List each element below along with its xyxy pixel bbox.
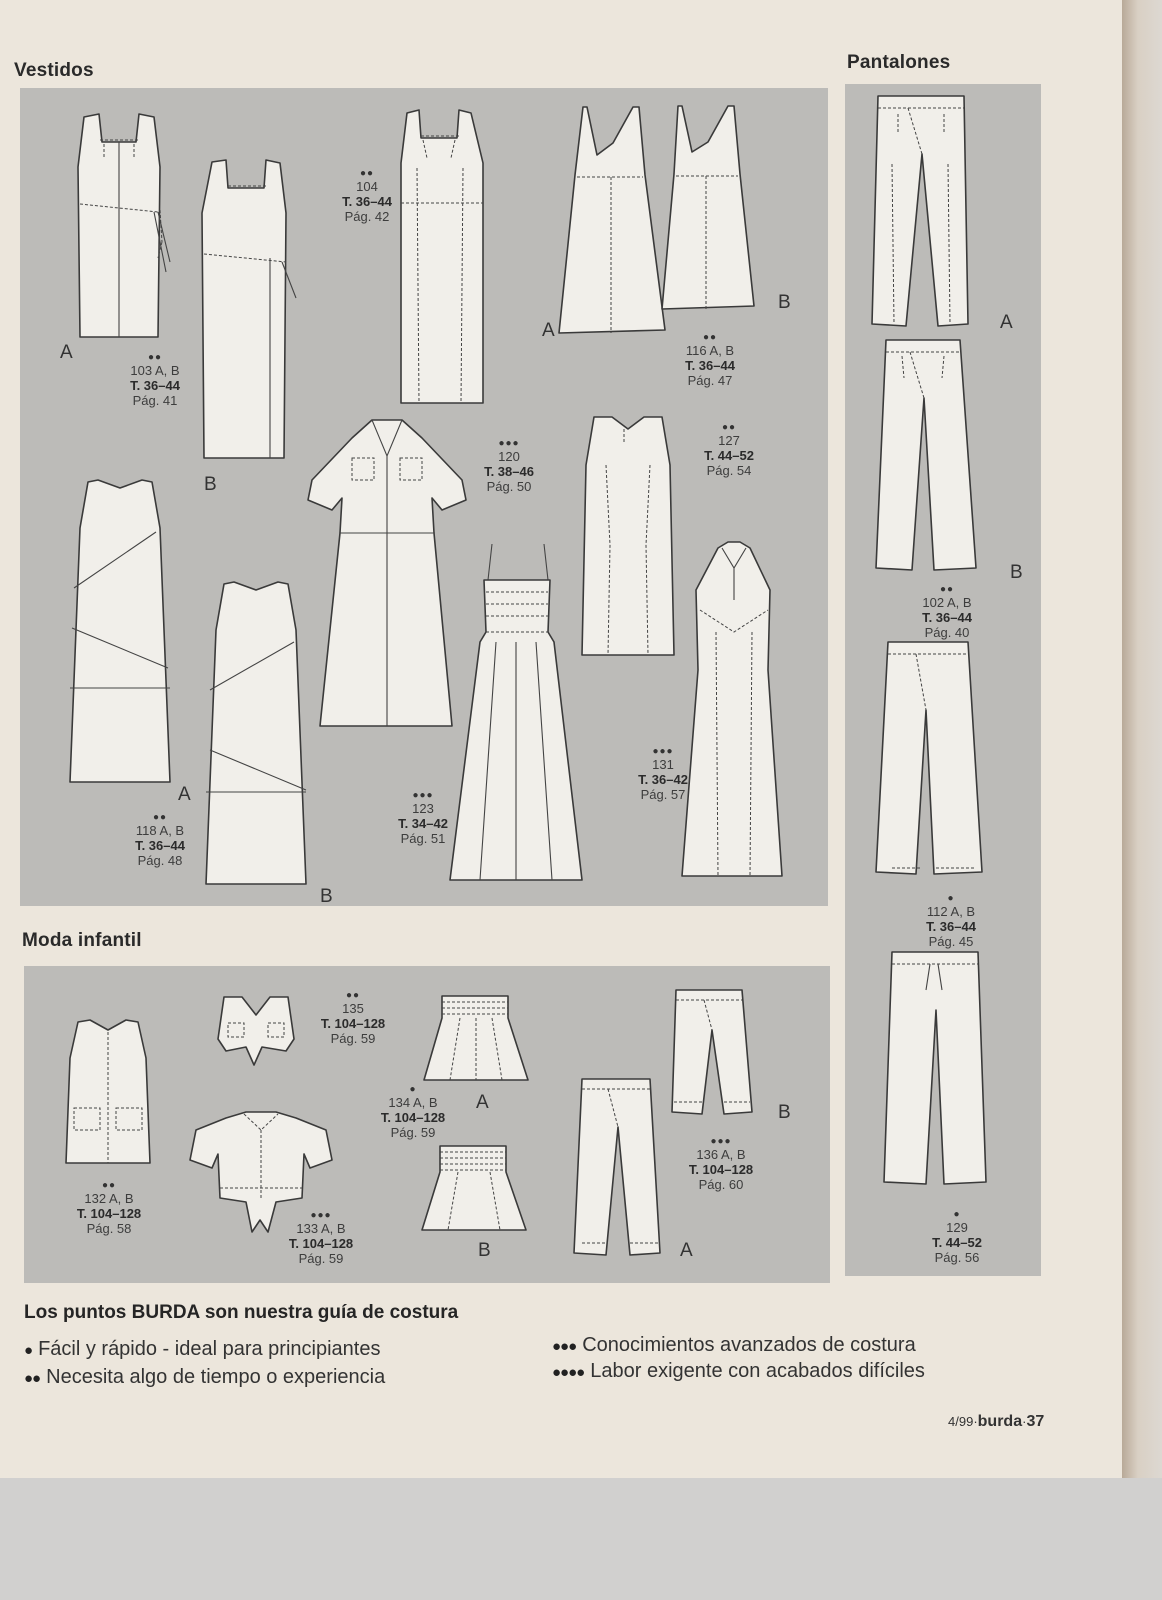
- difficulty-dots: ●: [409, 1084, 417, 1095]
- variant-102-b: B: [1010, 562, 1023, 583]
- trousers-129-drawing: [880, 950, 994, 1188]
- pattern-number: 102 A, B: [922, 595, 972, 610]
- size-range: T. 44–52: [932, 1235, 982, 1250]
- kids-skirt-134a-drawing: [420, 992, 532, 1084]
- page-ref: Pág. 50: [486, 479, 532, 494]
- size-range: T. 36–44: [130, 378, 180, 393]
- kids-trousers-136a-drawing: [568, 1077, 668, 1259]
- difficulty-dots: ●●: [345, 990, 361, 1001]
- difficulty-dots: ●●: [152, 812, 168, 823]
- difficulty-dots: ●●: [939, 584, 955, 595]
- pattern-label-103: [110, 352, 200, 408]
- pattern-number: 132 A, B: [84, 1191, 134, 1206]
- size-range: T. 104–128: [688, 1162, 754, 1177]
- pattern-number: 120: [498, 449, 520, 464]
- page-ref: Pág. 41: [132, 393, 178, 408]
- pattern-number: 123: [412, 801, 434, 816]
- pattern-label-104: [322, 168, 412, 224]
- size-range: T. 34–42: [398, 816, 448, 831]
- variant-102-a: A: [1000, 312, 1013, 333]
- size-range: T. 44–52: [704, 448, 754, 463]
- section-title-pantalones: Pantalones: [847, 52, 951, 73]
- pattern-number: 134 A, B: [388, 1095, 438, 1110]
- page-footer: [948, 1413, 1044, 1431]
- page-ref: Pág. 59: [390, 1125, 436, 1140]
- pattern-label-120: [464, 438, 554, 494]
- pattern-number: 116 A, B: [685, 343, 735, 358]
- legend-row-2: [24, 1366, 385, 1389]
- trousers-112-drawing: [872, 640, 988, 878]
- pattern-label-112: [906, 893, 996, 949]
- size-range: T. 38–46: [484, 464, 534, 479]
- legend-row-4: [552, 1360, 925, 1383]
- legend-text-4: Labor exigente con acabados difíciles: [590, 1360, 925, 1382]
- pattern-number: 133 A, B: [296, 1221, 346, 1236]
- size-range: T. 36–44: [926, 919, 976, 934]
- legend-text-3: Conocimientos avanzados de costura: [582, 1334, 916, 1356]
- size-range: T. 104–128: [380, 1110, 446, 1125]
- size-range: T. 36–44: [135, 838, 185, 853]
- pattern-label-134: [368, 1084, 458, 1140]
- legend-title: Los puntos BURDA son nuestra guía de costura: [24, 1302, 459, 1323]
- page-ref: Pág. 59: [298, 1251, 344, 1266]
- difficulty-dots: ●●: [702, 332, 718, 343]
- pattern-label-136: [676, 1136, 766, 1192]
- scanner-background: [0, 1478, 1162, 1600]
- pattern-number: 136 A, B: [696, 1147, 746, 1162]
- difficulty-dots: ●●: [721, 422, 737, 433]
- variant-116-b: B: [778, 292, 791, 313]
- trousers-102a-drawing: [868, 94, 978, 330]
- dot-icon: ●●●: [552, 1338, 577, 1355]
- variant-134-b: B: [478, 1240, 491, 1261]
- pattern-label-123: [378, 790, 468, 846]
- dress-104-drawing: [397, 108, 492, 408]
- variant-103-b: B: [204, 474, 217, 495]
- difficulty-dots: ●●●: [710, 1136, 732, 1147]
- trousers-102b-drawing: [872, 338, 984, 574]
- difficulty-dots: ●●●: [652, 746, 674, 757]
- difficulty-dots: ●●●: [310, 1210, 332, 1221]
- separator: ·: [973, 1414, 978, 1429]
- variant-118-b: B: [320, 886, 333, 907]
- page-ref: Pág. 54: [706, 463, 752, 478]
- size-range: T. 36–44: [342, 194, 392, 209]
- variant-136-a: A: [680, 1240, 693, 1261]
- kids-skirt-134b-drawing: [418, 1142, 530, 1234]
- dress-116b-drawing: [658, 104, 758, 314]
- pattern-label-131: [618, 746, 708, 802]
- size-range: T. 104–128: [320, 1016, 386, 1031]
- pattern-number: 118 A, B: [135, 823, 185, 838]
- page-ref: Pág. 48: [137, 853, 183, 868]
- page-ref: Pág. 58: [86, 1221, 132, 1236]
- size-range: T. 104–128: [288, 1236, 354, 1251]
- page-ref: Pág. 57: [640, 787, 686, 802]
- dot-icon: ●: [24, 1342, 33, 1359]
- pattern-label-129: [912, 1209, 1002, 1265]
- difficulty-dots: ●●●: [498, 438, 520, 449]
- dress-118a-drawing: [64, 478, 176, 788]
- dress-103b-drawing: [200, 158, 300, 463]
- dot-icon: ●●: [24, 1370, 41, 1387]
- variant-118-a: A: [178, 784, 191, 805]
- variant-103-a: A: [60, 342, 73, 363]
- dress-118b-drawing: [202, 580, 312, 890]
- kids-vest-135-drawing: [214, 995, 298, 1069]
- dress-131-drawing: [678, 540, 790, 882]
- page-ref: Pág. 51: [400, 831, 446, 846]
- size-range: T. 36–44: [922, 610, 972, 625]
- pattern-number: 112 A, B: [926, 904, 976, 919]
- kids-shorts-136b-drawing: [668, 988, 758, 1120]
- pattern-number: 129: [946, 1220, 968, 1235]
- variant-116-a: A: [542, 320, 555, 341]
- pattern-number: 135: [342, 1001, 364, 1016]
- pattern-label-127: [684, 422, 774, 478]
- difficulty-dots: ●●●: [412, 790, 434, 801]
- page-number: 37: [1026, 1413, 1045, 1430]
- dress-116a-drawing: [553, 105, 673, 337]
- page-ref: Pág. 60: [698, 1177, 744, 1192]
- size-range: T. 36–42: [638, 772, 688, 787]
- pattern-number: 127: [718, 433, 740, 448]
- difficulty-dots: ●●: [359, 168, 375, 179]
- legend-text-2: Necesita algo de tiempo o experiencia: [46, 1366, 386, 1388]
- legend-row-3: [552, 1334, 916, 1357]
- pattern-number: 103 A, B: [130, 363, 180, 378]
- page-ref: Pág. 47: [687, 373, 733, 388]
- legend-text-1: Fácil y rápido - ideal para principiantes: [38, 1338, 381, 1360]
- pattern-label-133: [276, 1210, 366, 1266]
- page-ref: Pág. 59: [330, 1031, 376, 1046]
- section-title-vestidos: Vestidos: [14, 60, 94, 81]
- section-title-infantil: Moda infantil: [22, 930, 142, 951]
- pattern-label-132: [64, 1180, 154, 1236]
- difficulty-dots: ●: [947, 893, 955, 904]
- variant-134-a: A: [476, 1092, 489, 1113]
- dot-icon: ●●●●: [552, 1364, 585, 1381]
- difficulty-dots: ●●: [101, 1180, 117, 1191]
- dress-103a-drawing: [74, 112, 169, 342]
- difficulty-dots: ●●: [147, 352, 163, 363]
- size-range: T. 104–128: [76, 1206, 142, 1221]
- legend-row-1: [24, 1338, 380, 1361]
- page-ref: Pág. 42: [344, 209, 390, 224]
- pattern-label-135: [308, 990, 398, 1046]
- pattern-label-102: [902, 584, 992, 640]
- pattern-label-118: [115, 812, 205, 868]
- separator: ·: [1022, 1414, 1027, 1429]
- page-ref: Pág. 45: [928, 934, 974, 949]
- variant-136-b: B: [778, 1102, 791, 1123]
- page-ref: Pág. 56: [934, 1250, 980, 1265]
- pattern-label-116: [665, 332, 755, 388]
- pattern-number: 104: [356, 179, 378, 194]
- dress-127-drawing: [578, 415, 678, 660]
- size-range: T. 36–44: [685, 358, 735, 373]
- kids-dress-132-drawing: [60, 1018, 156, 1168]
- brand-name: burda: [977, 1413, 1023, 1430]
- page-ref: Pág. 40: [924, 625, 970, 640]
- pattern-number: 131: [652, 757, 674, 772]
- issue-number: 4/99: [948, 1414, 974, 1429]
- page-edge: [1122, 0, 1162, 1478]
- difficulty-dots: ●: [953, 1209, 961, 1220]
